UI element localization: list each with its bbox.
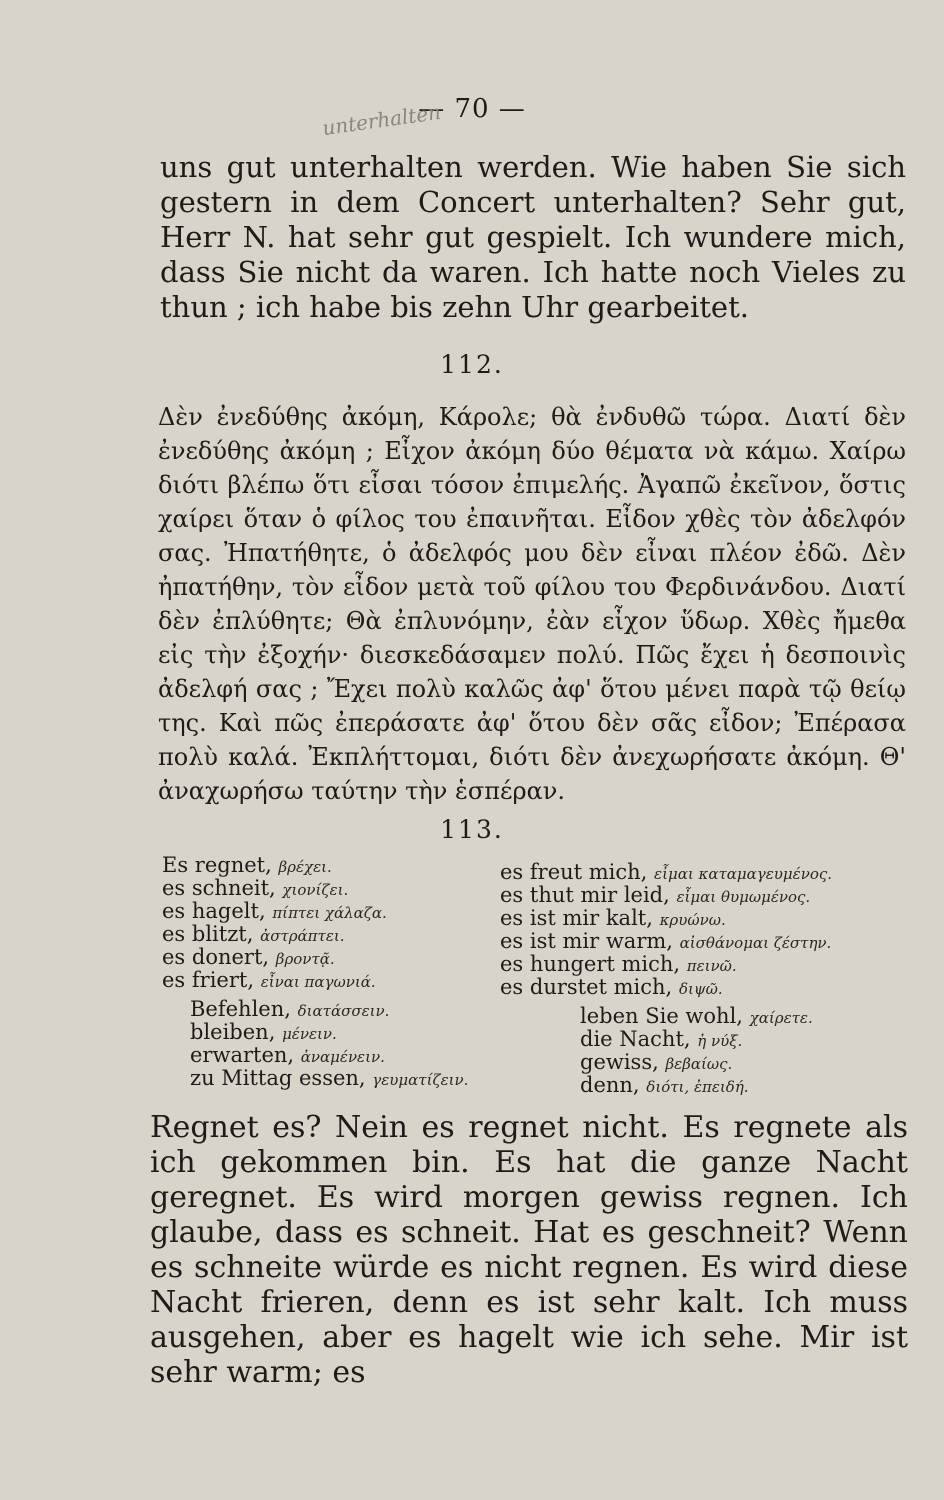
vocab-item: [162, 878, 522, 901]
vocab-greek: βρέχει.: [278, 858, 332, 876]
vocab-german: es schneit,: [162, 876, 276, 900]
vocab-item: [500, 862, 900, 885]
vocab-greek: ἀστράπτει.: [260, 927, 345, 945]
vocab-greek: βεβαίως.: [665, 1055, 733, 1073]
german-paragraph: uns gut unterhalten werden. Wie haben Sie sich gestern in dem Concert unterhalten? Sehr gut, Herr N. hat sehr gut gespielt. Ich wundere mich, dass Sie nicht da waren. Ich hatte noch Vieles zu thun ; ich habe bis zehn Uhr gearbeitet.: [160, 150, 906, 324]
vocab-german: es thut mir leid,: [500, 883, 670, 907]
vocab-greek: εἶναι παγωνιά.: [260, 973, 376, 991]
vocab-greek: διότι, ἐπειδή.: [646, 1078, 749, 1096]
vocab-greek: ἡ νύξ.: [697, 1032, 743, 1050]
vocab-item: [162, 999, 522, 1022]
vocab-item: [500, 885, 900, 908]
vocab-german: es blitzt,: [162, 922, 254, 946]
vocab-item: [500, 931, 900, 954]
vocab-greek: διψῶ.: [678, 980, 723, 998]
vocab-item: [162, 855, 522, 878]
vocab-german: es donert,: [162, 945, 270, 969]
vocab-greek: εἶμαι θυμωμένος.: [676, 888, 811, 906]
vocab-german: es freut mich,: [500, 860, 648, 884]
vocab-list-left: [162, 855, 522, 1091]
vocab-german: leben Sie wohl,: [580, 1004, 743, 1028]
vocab-german: Es regnet,: [162, 853, 272, 877]
vocab-item: [500, 1029, 900, 1052]
vocab-item: [500, 1075, 900, 1098]
vocab-item: [162, 947, 522, 970]
handwritten-note: unterhalten: [320, 99, 443, 141]
vocab-list-right: [500, 862, 900, 1098]
vocab-greek: χαίρετε.: [749, 1009, 813, 1027]
vocab-greek: διατάσσειν.: [297, 1002, 390, 1020]
vocab-greek: πίπτει χάλαζα.: [272, 904, 387, 922]
vocab-greek: ἀναμένειν.: [300, 1048, 385, 1066]
vocab-german: es friert,: [162, 968, 254, 992]
vocab-item: [500, 977, 900, 1000]
vocab-item: [162, 924, 522, 947]
vocab-item: [500, 1006, 900, 1029]
vocab-greek: πεινῶ.: [686, 957, 737, 975]
section-number-113: 113.: [440, 815, 504, 844]
vocab-greek: εἶμαι καταμαγευμένος.: [654, 865, 833, 883]
vocab-german: erwarten,: [190, 1043, 295, 1067]
vocab-german: die Nacht,: [580, 1027, 691, 1051]
vocab-greek: αἰσθάνομαι ζέστην.: [679, 934, 832, 952]
greek-paragraph: Δὲν ἐνεδύθης ἀκόμη, Κάρολε; θὰ ἐνδυθῶ τώρα. Διατί δὲν ἐνεδύθης ἀκόμη ; Εἶχον ἀκόμη δύο θέματα νὰ κάμω. Χαίρω διότι βλέπω ὅτι εἶσαι τόσον ἐπιμελής. Ἀγαπῶ ἐκεῖνον, ὅστις χαίρει ὅταν ὁ φίλος του ἐπαινῆται. Εἶδον χθὲς τὸν ἀδελφόν σας. Ἠπατήθητε, ὁ ἀδελφός μου δὲν εἶναι πλέον ἐδῶ. Δὲν ἠπατήθην, τὸν εἶδον μετὰ τοῦ φίλου του Φερδινάνδου. Διατί δὲν ἐπλύθητε; Θὰ ἐπλυνόμην, ἐὰν εἶχον ὕδωρ. Χθὲς ἤμεθα εἰς τὴν ἐξοχήν· διεσκεδάσαμεν πολύ. Πῶς ἔχει ἡ δεσποινὶς ἀδελφή σας ; Ἔχει πολὺ καλῶς ἀφ' ὅτου μένει παρὰ τῷ θείῳ της. Καὶ πῶς ἐπεράσατε ἀφ' ὅτου δὲν σᾶς εἶδον; Ἐπέρασα πολὺ καλά. Ἐκπλήττομαι, διότι δὲν ἀνεχωρήσατε ἀκόμη. Θ' ἀναχωρήσω ταύτην τὴν ἑσπέραν.: [158, 403, 906, 805]
vocab-german: es hagelt,: [162, 899, 266, 923]
vocab-german: zu Mittag essen,: [190, 1066, 366, 1090]
section-number-112: 112.: [440, 350, 504, 379]
vocab-greek: μένειν.: [282, 1025, 337, 1043]
vocab-german: gewiss,: [580, 1050, 659, 1074]
vocab-item: [162, 901, 522, 924]
vocab-german: Befehlen,: [190, 997, 291, 1021]
vocab-item: [500, 954, 900, 977]
vocab-german: es ist mir warm,: [500, 929, 673, 953]
vocab-german: bleiben,: [190, 1020, 276, 1044]
vocab-greek: γευματίζειν.: [372, 1071, 469, 1089]
vocab-greek: χιονίζει.: [282, 881, 349, 899]
vocab-item: [162, 1068, 522, 1091]
page-number: — 70 —: [418, 94, 526, 124]
vocab-item: [162, 1022, 522, 1045]
vocab-item: [500, 1052, 900, 1075]
vocab-greek: βροντᾷ.: [275, 950, 335, 968]
vocab-item: [162, 970, 522, 993]
vocab-german: denn,: [580, 1073, 640, 1097]
vocab-item: [500, 908, 900, 931]
exercise-paragraph: Regnet es? Nein es regnet nicht. Es regnete als ich gekommen bin. Es hat die ganze Nacht geregnet. Es wird morgen gewiss regnen. Ich glaube, dass es schneit. Hat es geschneit? Wenn es schneite würde es nicht regnen. Es wird diese Nacht frieren, denn es ist sehr kalt. Ich muss ausgehen, aber es hagelt wie ich sehe. Mir ist sehr warm; es: [150, 1110, 908, 1390]
vocab-item: [162, 1045, 522, 1068]
vocab-german: es hungert mich,: [500, 952, 681, 976]
vocab-german: es ist mir kalt,: [500, 906, 653, 930]
vocab-greek: κρυώνω.: [659, 911, 726, 929]
vocab-german: es durstet mich,: [500, 975, 673, 999]
